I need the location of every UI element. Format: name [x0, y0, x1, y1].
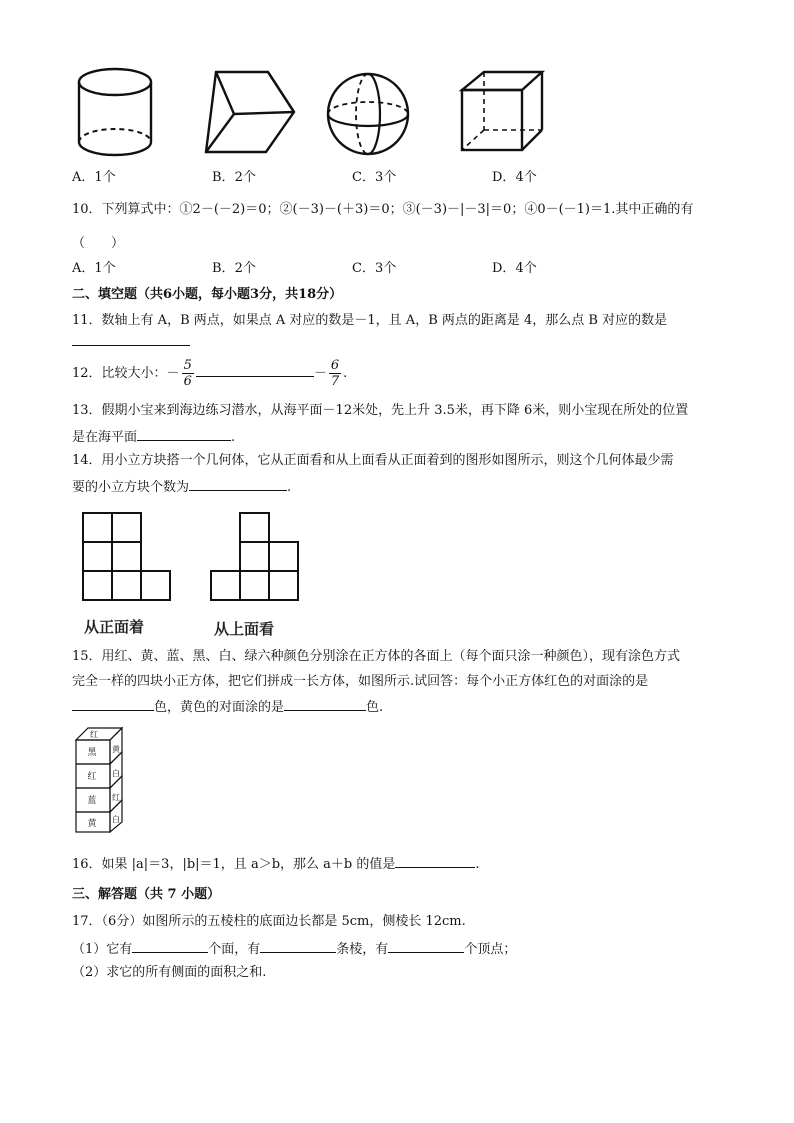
q10-option-c[interactable]: C．3个 [352, 261, 397, 276]
cube-side-label: 红 [112, 793, 120, 802]
q17-part1: （1）它有 个面，有 条棱，有 个顶点； [72, 939, 516, 959]
q15-stem: 15．用红、黄、蓝、黑、白、绿六种颜色分别涂在正方体的各面上（每个面只涂一种颜色），现有涂色方式 [72, 649, 681, 664]
q10-option-d[interactable]: D．4个 [492, 261, 537, 276]
q10-option-a[interactable]: A．1个 [72, 261, 116, 276]
q11-answer-blank[interactable] [72, 332, 190, 352]
q12-stem: 12．比较大小：－ $\frac{5}{6}$ － $\frac{6}{7}$ . [72, 358, 348, 389]
sphere-figure [322, 70, 414, 158]
cube-front-label: 黄 [87, 819, 97, 829]
q9-option-c[interactable]: C．3个 [352, 170, 397, 185]
q14-line2: 要的小立方块个数为 . [72, 477, 291, 497]
q11-stem: 11．数轴上有 A，B 两点，如果点 A 对应的数是－1，且 A，B 两点的距离是 4，那么点 B 对应的数是 [72, 313, 668, 328]
q17-part2: （2）求它的所有侧面的面积之和. [72, 965, 267, 980]
front-view-grid [82, 512, 172, 602]
cylinder-figure [74, 64, 156, 160]
q10-stem: 10．下列算式中：①2－(－2)＝0；②(－3)－(＋3)＝0；③(－3)－|－3|＝0；④0－(－1)＝1.其中正确的有 [72, 202, 694, 217]
cube-figure [456, 66, 548, 156]
cube-side-label: 黄 [112, 745, 120, 754]
q10-answer-paren: （ ） [72, 236, 125, 251]
cube-front-label: 红 [87, 772, 97, 782]
q15-answer-blank-2[interactable] [284, 697, 366, 711]
colored-cubes-figure [72, 722, 126, 834]
q9-option-b[interactable]: B．2个 [212, 170, 256, 185]
q13-line2: 是在海平面 . [72, 427, 235, 447]
q15-line3: 色，黄色的对面涂的是 色. [72, 697, 383, 717]
cube-front-label: 蓝 [87, 796, 97, 806]
q17-edges-blank[interactable] [260, 939, 336, 953]
section3-title: 三、解答题（共 7 小题） [72, 887, 221, 902]
q14-stem: 14．用小立方块搭一个几何体，它从正面看和从上面看从正面着到的图形如图所示，则这个几何体最少需 [72, 453, 674, 468]
q9-option-d[interactable]: D．4个 [492, 170, 537, 185]
q12-fraction-1: $\frac{5}{6}$ [183, 358, 192, 389]
top-view-label: 从上面看 [214, 620, 275, 638]
q9-option-a[interactable]: A．1个 [72, 170, 116, 185]
cube-top-label: 红 [90, 730, 98, 739]
q10-option-b[interactable]: B．2个 [212, 261, 256, 276]
top-view-grid [210, 512, 300, 602]
q17-stem: 17．（6分）如图所示的五棱柱的底面边长都是 5cm，侧棱长 12cm. [72, 914, 466, 929]
q15-line2: 完全一样的四块小正方体，把它们拼成一长方体，如图所示.试回答：每个小正方体红色的对面涂的是 [72, 674, 649, 689]
q16-stem: 16．如果 |a|＝3，|b|＝1，且 a＞b，那么 a＋b 的值是 . [72, 854, 480, 874]
q12-fraction-2: $\frac{6}{7}$ [330, 358, 340, 389]
cube-side-label: 白 [112, 815, 120, 824]
cube-side-label: 白 [112, 769, 120, 778]
q13-stem: 13．假期小宝来到海边练习潜水，从海平面－12米处，先上升 3.5米，再下降 6米，则小宝现在所处的位置 [72, 403, 689, 418]
q16-answer-blank[interactable] [395, 854, 475, 868]
section2-title: 二、填空题（共6小题，每小题3分，共18分） [72, 287, 343, 302]
q17-faces-blank[interactable] [132, 939, 208, 953]
q17-vertices-blank[interactable] [388, 939, 464, 953]
front-view-label: 从正面着 [84, 618, 145, 636]
q15-answer-blank-1[interactable] [72, 697, 154, 711]
prism-figure [200, 66, 300, 158]
q13-answer-blank[interactable] [137, 427, 231, 441]
cube-front-label: 黑 [87, 748, 97, 758]
q14-answer-blank[interactable] [189, 477, 287, 491]
q12-answer-blank[interactable] [196, 363, 314, 377]
